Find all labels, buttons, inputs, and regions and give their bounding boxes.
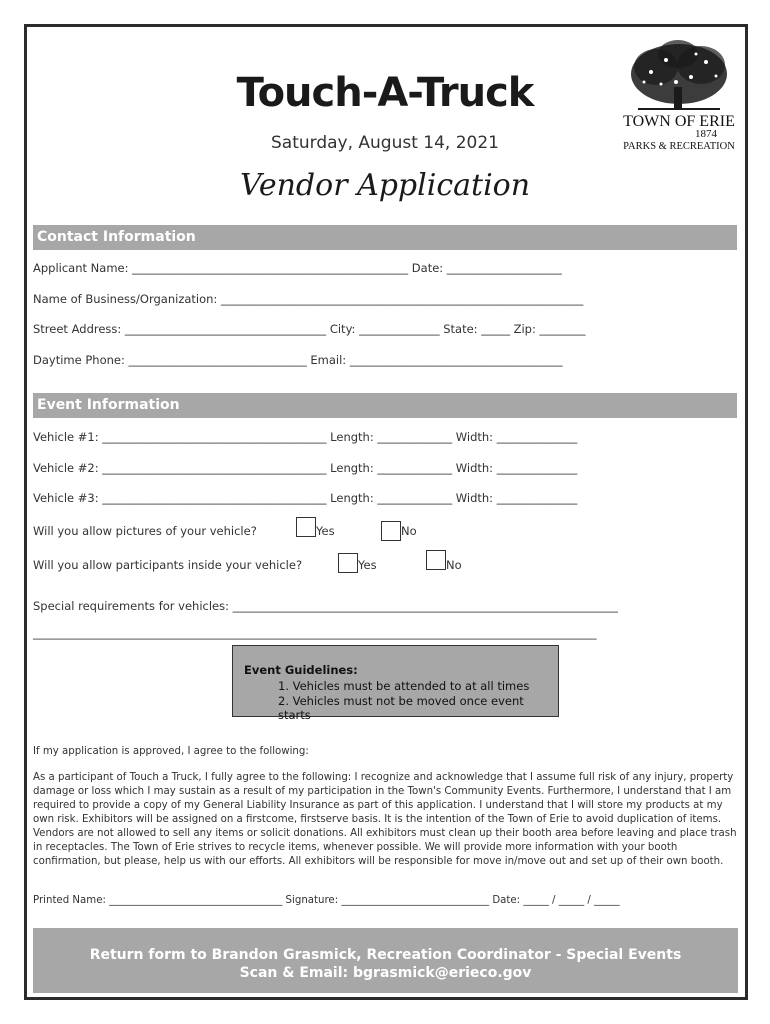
return-instructions: Return form to Brandon Grasmick, Recreation Coordinator - Special Events [89,947,682,963]
vehicle-3-field[interactable]: Vehicle #3: _______________________________________ Length: _____________ Width: ______________ [33,491,578,505]
form-subtitle: Vendor Application [239,168,531,203]
agreement-intro: If my application is approved, I agree to the following: [33,746,309,757]
logo-department: PARKS & RECREATION [623,141,735,152]
guideline-item: 2. Vehicles must not be moved once event starts [278,694,524,722]
special-requirements-field[interactable]: Special requirements for vehicles: ___________________________________________________________________ [33,599,618,613]
pictures-yes-label: Yes [316,524,335,538]
special-requirements-line-2[interactable]: __________________________________________________________________________________________________ [33,626,597,640]
return-instructions-banner [33,928,738,993]
event-section-header [33,393,737,418]
guideline-item: 1. Vehicles must be attended to at all times [278,679,530,693]
pictures-no-checkbox[interactable] [381,521,401,541]
event-guidelines-box [232,645,559,722]
pictures-question: Will you allow pictures of your vehicle? [33,524,257,538]
logo-town-name: TOWN OF ERIE [623,113,735,130]
tree-icon [616,32,742,158]
return-email: Scan & Email: bgrasmick@erieco.gov [239,965,532,981]
event-date: Saturday, August 14, 2021 [270,133,499,153]
applicant-name-field[interactable]: Applicant Name: ________________________________________________ Date: ____________________ [33,261,562,275]
agreement-text: As a participant of Touch a Truck, I fully agree to the following: I recognize and acknowledge that I assume full risk of any injury, property damage or loss which I may sustain as a result of my participation in the Town's Community Events. Furthermore, I understand that I am required to provide a copy of my General Liability Insurance as part of this application. I understand that I will store my products at my own risk. Exhibitors will be assigned on a firstcome, firstserve basis. It is the intention of the Town of Erie to avoid duplication of items. Vendors are not allowed to sell any items or solicit donations. All exhibitors must clean up their booth area before leaving and place trash in receptacles. The Town of Erie strives to recycle items, whenever possible. We will provide more information with your booth confirmation, but please, help us with our efforts. All exhibitors will be responsible for move in/move out and set up of their own booth. [33,772,737,867]
business-name-field[interactable]: Name of Business/Organization: _______________________________________________________________ [33,292,584,306]
contact-section-title: Contact Information [37,229,196,245]
logo-year: 1874 [695,128,717,140]
page-title: Touch-A-Truck [236,70,534,116]
phone-email-field[interactable]: Daytime Phone: _______________________________ Email: _____________________________________ [33,353,563,367]
vehicle-2-field[interactable]: Vehicle #2: _______________________________________ Length: _____________ Width: ______________ [33,461,578,475]
inside-question: Will you allow participants inside your vehicle? [33,558,303,572]
event-section-title: Event Information [37,397,180,413]
contact-section-header [33,225,737,250]
address-field[interactable]: Street Address: ___________________________________ City: ______________ State: _____ Zip: ________ [33,322,586,336]
inside-no-label: No [446,558,462,572]
inside-yes-label: Yes [358,558,377,572]
inside-no-checkbox[interactable] [426,550,446,570]
guidelines-heading: Event Guidelines: [244,663,358,677]
signature-line[interactable]: Printed Name: __________________________________ Signature: _____________________________ Date: _____ / _____ / _____ [33,895,620,906]
inside-yes-checkbox[interactable] [338,553,358,573]
pictures-yes-checkbox[interactable] [296,517,316,537]
vehicle-1-field[interactable]: Vehicle #1: _______________________________________ Length: _____________ Width: ______________ [33,430,578,444]
pictures-no-label: No [401,524,417,538]
